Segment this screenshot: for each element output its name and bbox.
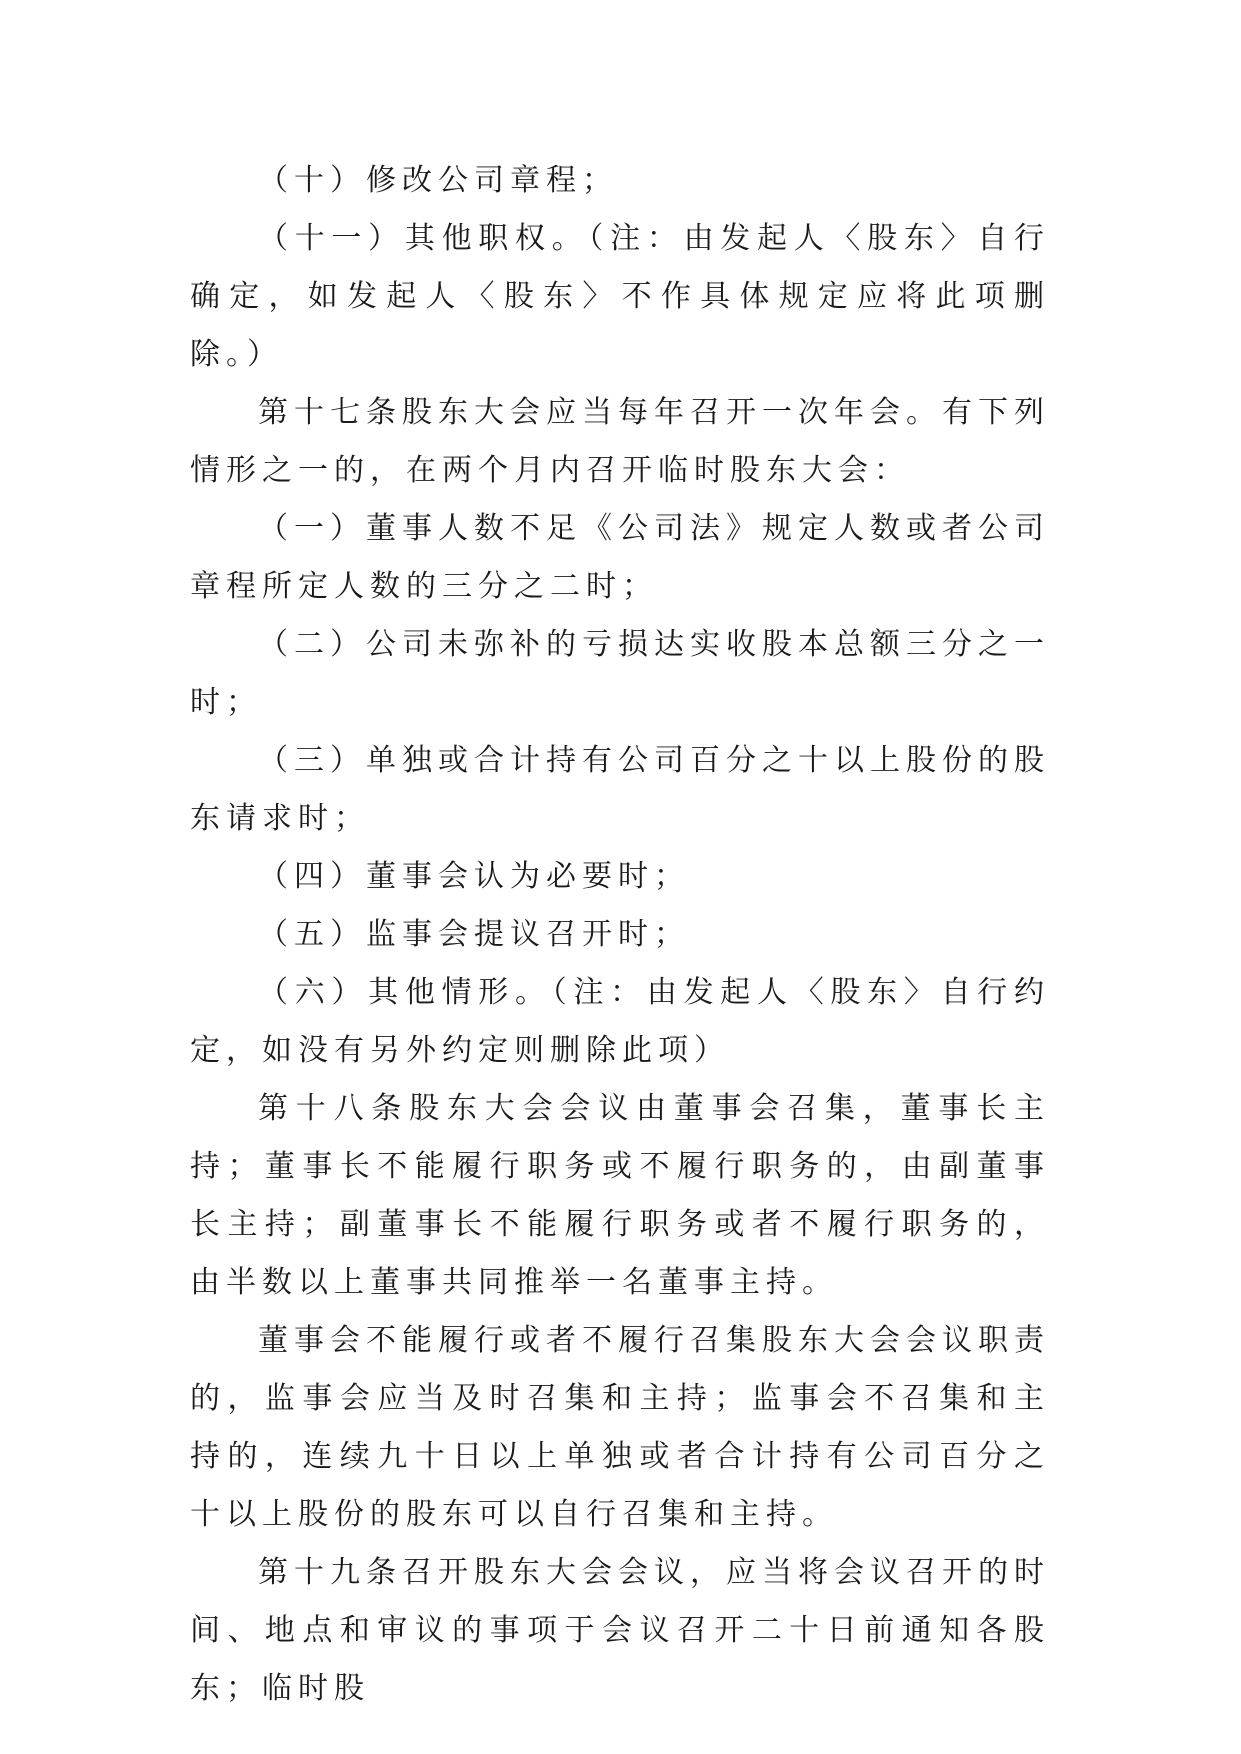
paragraph-condition-3: （三）单独或合计持有公司百分之十以上股份的股东请求时； [190,743,1050,836]
paragraph-condition-6: （六）其他情形。（注：由发起人〈股东〉自行约定，如没有另外约定则删除此项） [190,975,1050,1068]
paragraph-article-17: 第十七条股东大会应当每年召开一次年会。有下列情形之一的，在两个月内召开临时股东大会： [190,395,1050,488]
paragraph-condition-1: （一）董事人数不足《公司法》规定人数或者公司章程所定人数的三分之二时； [190,511,1050,604]
paragraph-article-19: 第十九条召开股东大会会议，应当将会议召开的时间、地点和审议的事项于会议召开二十日前通知各股东；临时股 [190,1555,1050,1706]
paragraph-condition-2: （二）公司未弥补的亏损达实收股本总额三分之一时； [190,627,1050,720]
paragraph-item-11-other-powers: （十一）其他职权。（注：由发起人〈股东〉自行确定，如发起人〈股东〉不作具体规定应将此项删除。） [190,221,1050,372]
paragraph-condition-5: （五）监事会提议召开时； [258,917,690,952]
paragraph-article-18: 第十八条股东大会会议由董事会召集，董事长主持；董事长不能履行职务或不履行职务的，由副董事长主持；副董事长不能履行职务或者不履行职务的，由半数以上董事共同推举一名董事主持。 [190,1091,1050,1300]
paragraph-board-failure: 董事会不能履行或者不履行召集股东大会会议职责的，监事会应当及时召集和主持；监事会不召集和主持的，连续九十日以上单独或者合计持有公司百分之十以上股份的股东可以自行召集和主持。 [190,1323,1050,1532]
paragraph-condition-4: （四）董事会认为必要时； [258,859,690,894]
paragraph-item-10-amend-charter: （十）修改公司章程； [258,163,618,198]
document-body [190,152,1050,1718]
